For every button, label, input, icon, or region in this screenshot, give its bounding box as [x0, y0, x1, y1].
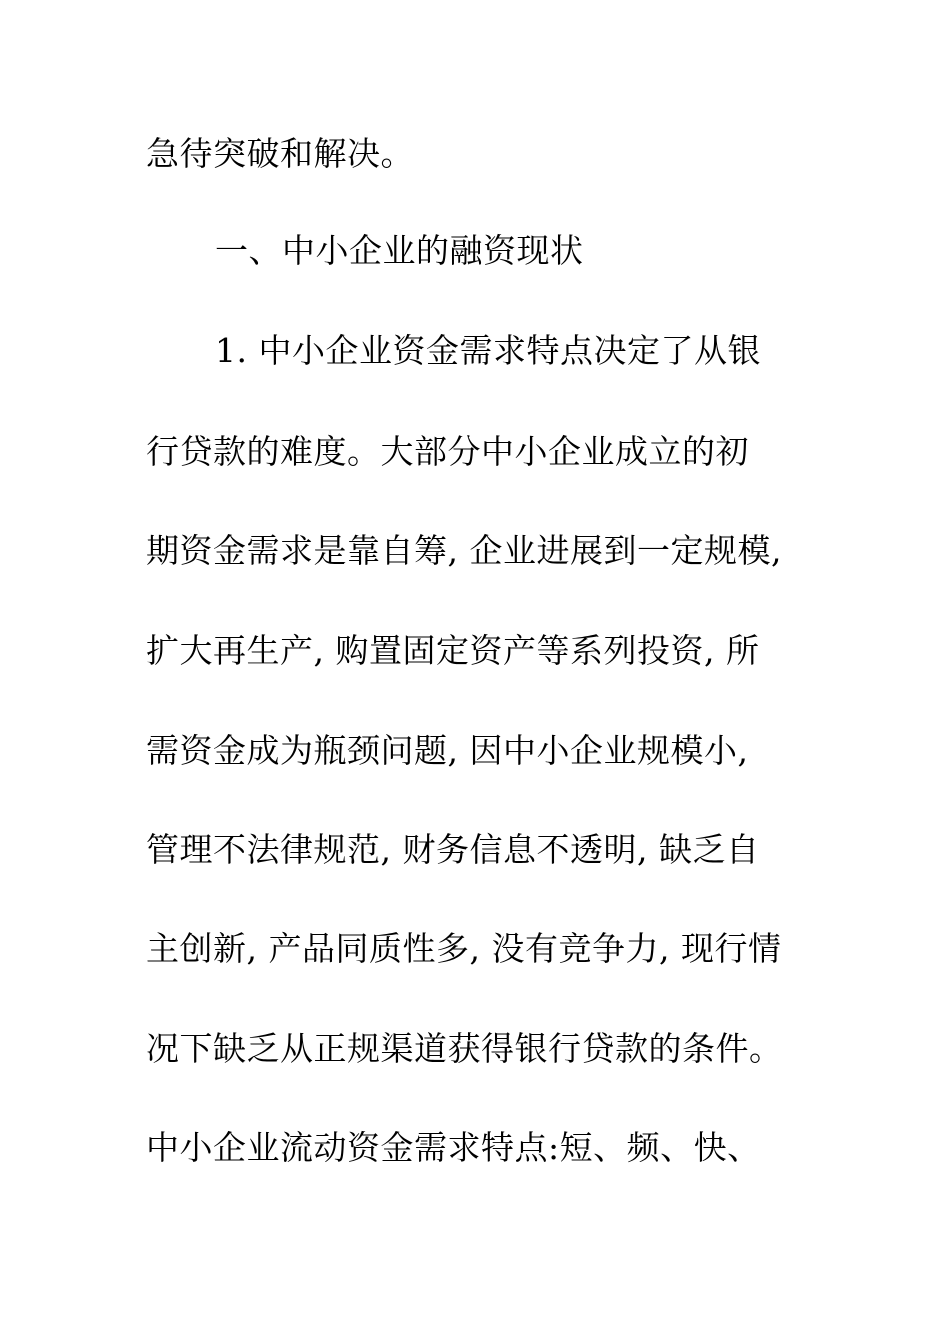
text-line: 1. 中小企业资金需求特点决定了从银 [215, 331, 761, 370]
text-line: 需资金成为瓶颈问题, 因中小企业规模小, [146, 731, 749, 770]
text-line: 主创新, 产品同质性多, 没有竞争力, 现行情 [146, 929, 782, 968]
text-line: 期资金需求是靠自筹, 企业进展到一定规模, [146, 531, 782, 570]
text-line: 扩大再生产, 购置固定资产等系列投资, 所 [146, 631, 760, 670]
text-line: 急待突破和解决。 [146, 134, 414, 173]
section-heading: 一、中小企业的融资现状 [215, 231, 584, 270]
text-line: 管理不法律规范, 财务信息不透明, 缺乏自 [146, 830, 760, 869]
text-line: 况下缺乏从正规渠道获得银行贷款的条件。 [146, 1029, 783, 1068]
text-line: 行贷款的难度。大部分中小企业成立的初 [146, 432, 749, 471]
text-line: 中小企业流动资金需求特点:短、频、快、 [146, 1128, 761, 1167]
